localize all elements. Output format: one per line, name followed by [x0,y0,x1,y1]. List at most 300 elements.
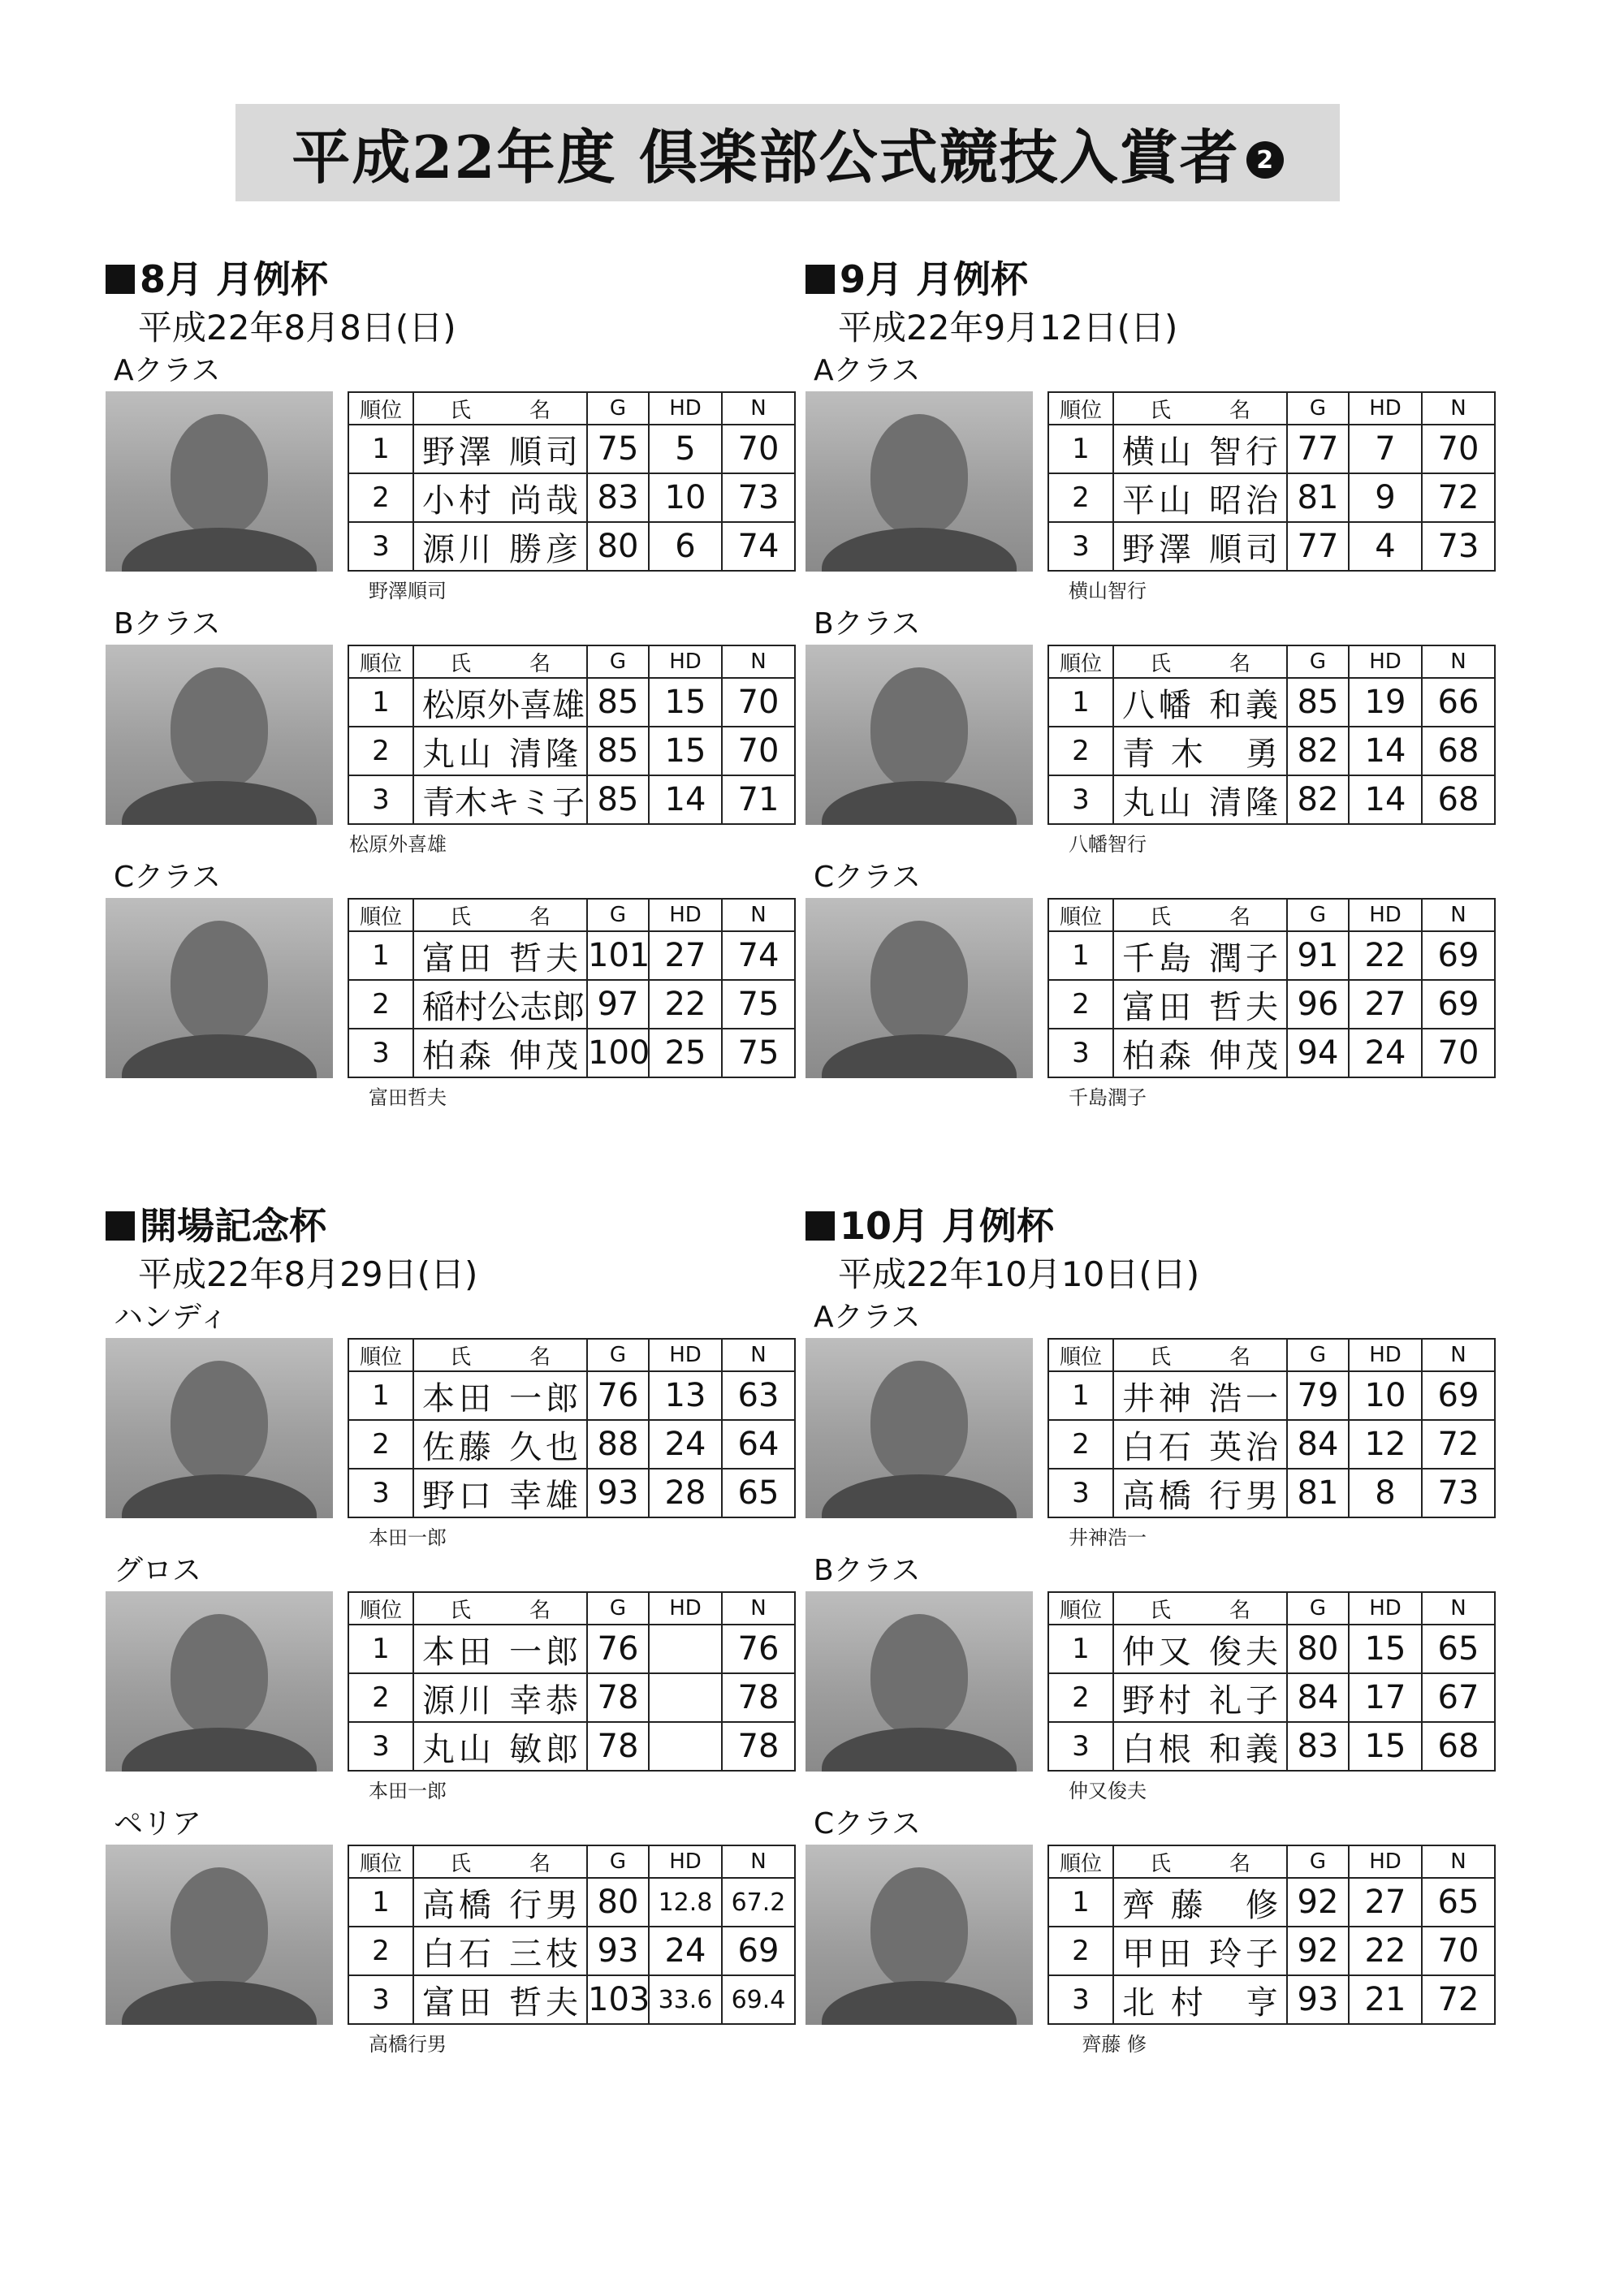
net-cell: 73 [722,473,795,522]
rank-cell: 2 [1048,1927,1113,1975]
rank-cell: 2 [348,1673,413,1722]
section-heading [106,255,804,304]
rank-cell: 3 [1048,1722,1113,1771]
class-block [106,606,804,859]
gross-cell: 92 [1287,1927,1349,1975]
table-row [348,1722,795,1771]
page-title-text: 平成22年度 倶楽部公式競技入賞者 [292,123,1240,192]
net-cell: 64 [722,1420,795,1469]
handicap-cell: 27 [649,931,722,980]
gross-cell: 97 [587,980,649,1029]
class-label: Cクラス [114,861,222,894]
section-opening-anniversary-cup [106,1202,804,2059]
header-name: 氏 名 [413,392,587,425]
net-cell: 63 [722,1371,795,1420]
name-cell: 本田 一郎 [413,1371,587,1420]
table-row [1048,678,1495,727]
photo-shoulders-shape [822,528,1017,572]
section-date: 平成22年10月10日(日) [838,1254,1200,1294]
header-gross: G [587,1339,649,1371]
handicap-cell: 10 [1349,1371,1422,1420]
header-net: N [1422,1592,1495,1625]
handicap-cell: 7 [1349,425,1422,473]
rank-cell: 2 [1048,1673,1113,1722]
photo-shoulders-shape [822,1474,1017,1518]
header-net: N [722,1592,795,1625]
gross-cell: 85 [587,727,649,775]
header-gross: G [587,645,649,678]
table-row [1048,1371,1495,1420]
header-handicap: HD [649,1339,722,1371]
net-cell: 70 [722,727,795,775]
results-header-row [348,1845,795,1878]
gross-cell: 82 [1287,727,1349,775]
net-cell: 73 [1422,1469,1495,1517]
handicap-cell [649,1722,722,1771]
name-cell: 丸山 清隆 [413,727,587,775]
name-cell: 仲又 俊夫 [1113,1625,1287,1673]
table-row [1048,775,1495,824]
name-cell: 白石 英治 [1113,1420,1287,1469]
gross-cell: 78 [587,1722,649,1771]
table-row [1048,1975,1495,2024]
header-gross: G [1287,1845,1349,1878]
rank-cell: 3 [348,522,413,571]
header-net: N [1422,645,1495,678]
header-gross: G [587,1592,649,1625]
gross-cell: 100 [587,1029,649,1077]
handicap-cell: 5 [649,425,722,473]
photo-shoulders-shape [822,1728,1017,1772]
gross-cell: 88 [587,1420,649,1469]
handicap-cell [649,1673,722,1722]
gross-cell: 75 [587,425,649,473]
results-header-row [1048,1845,1495,1878]
rank-cell: 3 [348,1469,413,1517]
rank-cell: 3 [1048,1975,1113,2024]
rank-cell: 2 [348,1927,413,1975]
table-row [1048,1420,1495,1469]
photo-head-shape [870,921,968,1042]
rank-cell: 3 [1048,522,1113,571]
name-cell: 青木 勇 [1113,727,1287,775]
handicap-cell: 8 [1349,1469,1422,1517]
table-row [1048,1029,1495,1077]
table-row [1048,473,1495,522]
name-cell: 野澤 順司 [1113,522,1287,571]
page-title [235,104,1340,201]
results-header-row [1048,1339,1495,1371]
gross-cell: 78 [587,1673,649,1722]
handicap-cell: 22 [649,980,722,1029]
rank-cell: 1 [1048,1878,1113,1927]
class-label: Bクラス [814,1554,921,1587]
net-cell: 69 [1422,980,1495,1029]
gross-cell: 80 [587,522,649,571]
handicap-cell [649,1625,722,1673]
net-cell: 74 [722,522,795,571]
name-cell: 野口 幸雄 [413,1469,587,1517]
handicap-cell: 27 [1349,980,1422,1029]
gross-cell: 83 [587,473,649,522]
rank-cell: 1 [1048,1625,1113,1673]
class-block [106,1806,804,2059]
table-row [348,425,795,473]
name-cell: 佐藤 久也 [413,1420,587,1469]
table-row [348,1469,795,1517]
rank-cell: 1 [1048,425,1113,473]
header-name: 氏 名 [413,899,587,931]
header-rank: 順位 [348,1339,413,1371]
winner-photo [106,1591,333,1772]
header-rank: 順位 [1048,899,1113,931]
class-block [806,1299,1504,1552]
gross-cell: 94 [1287,1029,1349,1077]
table-row [348,1673,795,1722]
class-block [806,1806,1504,2059]
section-heading [806,1202,1504,1250]
results-table [348,1338,796,1518]
header-handicap: HD [649,899,722,931]
table-row [348,727,795,775]
rank-cell: 3 [348,1975,413,2024]
name-cell: 白根 和義 [1113,1722,1287,1771]
gross-cell: 76 [587,1625,649,1673]
square-bullet-icon [806,265,835,294]
table-row [1048,1625,1495,1673]
rank-cell: 2 [348,473,413,522]
net-cell: 69 [1422,1371,1495,1420]
class-block [806,606,1504,859]
header-net: N [1422,392,1495,425]
class-label: Cクラス [814,1807,922,1841]
photo-shoulders-shape [822,1981,1017,2025]
handicap-cell: 13 [649,1371,722,1420]
handicap-cell: 15 [649,727,722,775]
handicap-cell: 22 [1349,931,1422,980]
winner-photo [806,391,1033,572]
header-handicap: HD [649,1592,722,1625]
photo-caption: 横山智行 [1069,580,1147,602]
results-table [1047,645,1496,825]
results-table [348,1845,796,2025]
handicap-cell: 24 [649,1420,722,1469]
table-row [348,931,795,980]
table-row [1048,1927,1495,1975]
header-rank: 順位 [348,392,413,425]
header-handicap: HD [1349,392,1422,425]
photo-shoulders-shape [822,1034,1017,1078]
table-row [348,1420,795,1469]
header-gross: G [587,392,649,425]
header-name: 氏 名 [1113,899,1287,931]
class-label: Bクラス [814,607,921,641]
photo-caption: 松原外喜雄 [349,833,447,856]
header-net: N [722,1845,795,1878]
header-handicap: HD [649,645,722,678]
net-cell: 70 [722,425,795,473]
winner-photo [106,645,333,825]
results-header-row [1048,645,1495,678]
winner-photo [106,391,333,572]
name-cell: 源川 勝彦 [413,522,587,571]
photo-caption: 本田一郎 [369,1526,447,1549]
results-table [348,645,796,825]
rank-cell: 1 [348,678,413,727]
handicap-cell: 10 [649,473,722,522]
winner-photo [106,1845,333,2025]
gross-cell: 91 [1287,931,1349,980]
name-cell: 高橋 行男 [1113,1469,1287,1517]
rank-cell: 1 [348,425,413,473]
table-row [348,980,795,1029]
header-net: N [1422,899,1495,931]
section-heading-text: 8月 月例杯 [140,257,329,301]
header-rank: 順位 [1048,1339,1113,1371]
net-cell: 70 [1422,1029,1495,1077]
gross-cell: 81 [1287,1469,1349,1517]
table-row [1048,1469,1495,1517]
header-handicap: HD [1349,899,1422,931]
header-net: N [722,645,795,678]
section-heading [106,1202,804,1250]
name-cell: 丸山 清隆 [1113,775,1287,824]
section-september-monthly [806,255,1504,1112]
name-cell: 源川 幸恭 [413,1673,587,1722]
rank-cell: 3 [348,1722,413,1771]
photo-shoulders-shape [122,1728,317,1772]
table-row [348,1029,795,1077]
page-number-badge: 2 [1246,141,1284,179]
square-bullet-icon [106,265,135,294]
rank-cell: 1 [1048,678,1113,727]
class-block [106,1552,804,1806]
handicap-cell: 25 [649,1029,722,1077]
net-cell: 72 [1422,1420,1495,1469]
header-rank: 順位 [1048,392,1113,425]
table-row [348,522,795,571]
results-header-row [348,645,795,678]
table-row [1048,931,1495,980]
handicap-cell: 27 [1349,1878,1422,1927]
photo-shoulders-shape [122,1981,317,2025]
photo-caption: 本田一郎 [369,1780,447,1802]
net-cell: 65 [1422,1625,1495,1673]
net-cell: 69 [1422,931,1495,980]
class-label: ハンディ [114,1301,229,1334]
table-row [348,775,795,824]
rank-cell: 2 [1048,473,1113,522]
photo-head-shape [171,1867,268,1989]
net-cell: 75 [722,1029,795,1077]
gross-cell: 93 [1287,1975,1349,2024]
photo-caption: 野澤順司 [369,580,447,602]
section-date: 平成22年8月29日(日) [138,1254,478,1294]
winner-photo [806,1845,1033,2025]
gross-cell: 93 [587,1469,649,1517]
name-cell: 高橋 行男 [413,1878,587,1927]
rank-cell: 2 [348,1420,413,1469]
gross-cell: 76 [587,1371,649,1420]
header-gross: G [1287,1339,1349,1371]
class-label: ペリア [114,1807,202,1841]
net-cell: 70 [1422,425,1495,473]
class-label: Aクラス [114,354,221,387]
net-cell: 68 [1422,727,1495,775]
results-table [348,391,796,572]
header-gross: G [1287,899,1349,931]
photo-shoulders-shape [122,1474,317,1518]
net-cell: 68 [1422,775,1495,824]
class-label: Cクラス [814,861,922,894]
header-name: 氏 名 [1113,392,1287,425]
section-heading-text: 9月 月例杯 [840,257,1029,301]
class-label: グロス [114,1554,202,1587]
table-row [348,1625,795,1673]
gross-cell: 101 [587,931,649,980]
class-block [106,1299,804,1552]
handicap-cell: 14 [649,775,722,824]
net-cell: 69 [722,1927,795,1975]
results-header-row [348,1592,795,1625]
rank-cell: 1 [348,1625,413,1673]
gross-cell: 92 [1287,1878,1349,1927]
gross-cell: 103 [587,1975,649,2024]
winner-photo [106,898,333,1078]
winner-photo [806,898,1033,1078]
section-date: 平成22年9月12日(日) [838,308,1178,347]
name-cell: 富田 哲夫 [1113,980,1287,1029]
header-rank: 順位 [1048,1845,1113,1878]
photo-head-shape [870,414,968,536]
name-cell: 千島 潤子 [1113,931,1287,980]
square-bullet-icon [106,1211,135,1241]
photo-caption: 八幡智行 [1069,833,1147,856]
results-header-row [1048,392,1495,425]
gross-cell: 93 [587,1927,649,1975]
gross-cell: 77 [1287,522,1349,571]
table-row [348,1927,795,1975]
results-table [1047,1591,1496,1772]
class-block [106,859,804,1112]
header-name: 氏 名 [1113,1845,1287,1878]
net-cell: 70 [722,678,795,727]
photo-caption: 富田哲夫 [369,1086,447,1109]
name-cell: 甲田 玲子 [1113,1927,1287,1975]
rank-cell: 3 [348,1029,413,1077]
handicap-cell: 19 [1349,678,1422,727]
handicap-cell: 33.6 [649,1975,722,2024]
net-cell: 72 [1422,473,1495,522]
rank-cell: 1 [348,931,413,980]
gross-cell: 80 [587,1878,649,1927]
section-august-monthly [106,255,804,1112]
net-cell: 75 [722,980,795,1029]
class-label: Aクラス [814,354,921,387]
table-row [1048,980,1495,1029]
net-cell: 74 [722,931,795,980]
photo-caption: 千島潤子 [1069,1086,1147,1109]
photo-head-shape [870,1614,968,1736]
gross-cell: 80 [1287,1625,1349,1673]
header-gross: G [587,1845,649,1878]
gross-cell: 79 [1287,1371,1349,1420]
header-name: 氏 名 [1113,645,1287,678]
header-net: N [722,392,795,425]
handicap-cell: 15 [1349,1625,1422,1673]
name-cell: 野澤 順司 [413,425,587,473]
header-rank: 順位 [1048,645,1113,678]
results-header-row [1048,1592,1495,1625]
gross-cell: 83 [1287,1722,1349,1771]
header-rank: 順位 [1048,1592,1113,1625]
name-cell: 丸山 敏郎 [413,1722,587,1771]
table-row [1048,1673,1495,1722]
header-handicap: HD [1349,645,1422,678]
photo-caption: 仲又俊夫 [1069,1780,1147,1802]
table-row [348,473,795,522]
results-header-row [348,1339,795,1371]
header-rank: 順位 [348,645,413,678]
table-row [1048,1878,1495,1927]
header-name: 氏 名 [413,1592,587,1625]
class-label: Bクラス [114,607,221,641]
winner-photo [806,1591,1033,1772]
header-handicap: HD [649,392,722,425]
header-handicap: HD [1349,1339,1422,1371]
name-cell: 松原外喜雄 [413,678,587,727]
photo-shoulders-shape [122,781,317,825]
photo-head-shape [870,1867,968,1989]
name-cell: 井神 浩一 [1113,1371,1287,1420]
header-handicap: HD [1349,1845,1422,1878]
table-row [348,1371,795,1420]
class-block [806,859,1504,1112]
table-row [1048,727,1495,775]
header-rank: 順位 [348,1845,413,1878]
handicap-cell: 24 [649,1927,722,1975]
gross-cell: 84 [1287,1420,1349,1469]
results-table [348,1591,796,1772]
winner-photo [106,1338,333,1518]
results-table [348,898,796,1078]
photo-head-shape [171,414,268,536]
winner-photo [806,645,1033,825]
net-cell: 67.2 [722,1878,795,1927]
name-cell: 野村 礼子 [1113,1673,1287,1722]
header-net: N [1422,1845,1495,1878]
rank-cell: 2 [348,980,413,1029]
results-table [1047,1845,1496,2025]
rank-cell: 3 [1048,775,1113,824]
photo-head-shape [171,1614,268,1736]
handicap-cell: 22 [1349,1927,1422,1975]
table-row [348,1878,795,1927]
class-label: Aクラス [814,1301,921,1334]
handicap-cell: 15 [649,678,722,727]
section-heading-text: 開場記念杯 [140,1204,326,1248]
name-cell: 平山 昭治 [1113,473,1287,522]
photo-shoulders-shape [122,1034,317,1078]
handicap-cell: 4 [1349,522,1422,571]
net-cell: 65 [1422,1878,1495,1927]
header-handicap: HD [1349,1592,1422,1625]
table-row [1048,522,1495,571]
name-cell: 小村 尚哉 [413,473,587,522]
rank-cell: 3 [348,775,413,824]
class-block [806,352,1504,606]
handicap-cell: 24 [1349,1029,1422,1077]
